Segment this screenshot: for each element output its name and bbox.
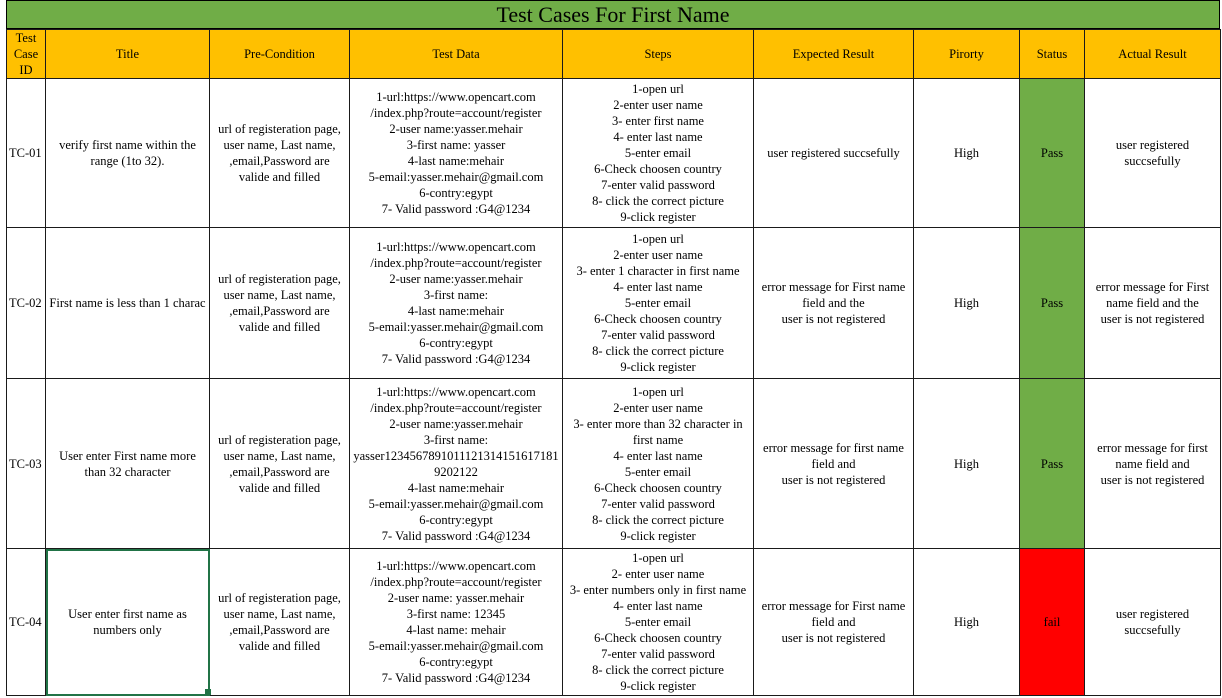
cell-id[interactable]: TC-02 xyxy=(7,228,46,379)
cell-status[interactable]: Pass xyxy=(1020,79,1085,228)
cell-precondition[interactable]: url of registeration page, user name, Last name, ,email,Password are valide and filled xyxy=(210,549,350,696)
cell-test-data[interactable]: 1-url:https://www.opencart.com /index.php?route=account/register 2-user name:yasser.mehair 3-first name: yasser12345678910111213141516171819202122 4-last name:mehair 5-email:yasser.mehair@gmail.com 6-contry:egypt 7- Valid password :G4@1234 xyxy=(350,379,563,549)
selection-fill-handle[interactable] xyxy=(205,689,211,695)
cell-id[interactable]: TC-04 xyxy=(7,549,46,696)
cell-title-selected[interactable]: User enter first name as numbers only xyxy=(46,549,210,696)
cell-priority[interactable]: High xyxy=(914,549,1020,696)
cell-precondition[interactable]: url of registeration page, user name, Last name, ,email,Password are valide and filled xyxy=(210,228,350,379)
cell-actual[interactable]: user registered succsefully xyxy=(1085,79,1221,228)
header-status[interactable]: Status xyxy=(1020,30,1085,79)
cell-actual[interactable]: error message for First name field and the user is not registered xyxy=(1085,228,1221,379)
cell-title[interactable]: User enter First name more than 32 character xyxy=(46,379,210,549)
header-expected-result[interactable]: Expected Result xyxy=(754,30,914,79)
cell-status[interactable]: Pass xyxy=(1020,379,1085,549)
test-cases-table xyxy=(6,29,1221,696)
table-row xyxy=(7,379,1221,549)
cell-steps[interactable]: 1-open url 2-enter user name 3- enter first name 4- enter last name 5-enter email 6-Check choosen country 7-enter valid password 8- click the correct picture 9-click register xyxy=(563,79,754,228)
sheet-title[interactable]: Test Cases For First Name xyxy=(6,0,1220,29)
header-row xyxy=(7,30,1221,79)
cell-id[interactable]: TC-03 xyxy=(7,379,46,549)
cell-steps[interactable]: 1-open url 2- enter user name 3- enter numbers only in first name 4- enter last name 5-enter email 6-Check choosen country 7-enter valid password 8- click the correct picture 9-click register xyxy=(563,549,754,696)
cell-title[interactable]: First name is less than 1 charac xyxy=(46,228,210,379)
cell-title[interactable]: verify first name within the range (1to 32). xyxy=(46,79,210,228)
cell-status[interactable]: fail xyxy=(1020,549,1085,696)
cell-priority[interactable]: High xyxy=(914,79,1020,228)
cell-test-data[interactable]: 1-url:https://www.opencart.com /index.php?route=account/register 2-user name:yasser.mehair 3-first name: 4-last name:mehair 5-email:yasser.mehair@gmail.com 6-contry:egypt 7- Valid password :G4@1234 xyxy=(350,228,563,379)
table-row xyxy=(7,228,1221,379)
cell-priority[interactable]: High xyxy=(914,379,1020,549)
cell-expected[interactable]: error message for First name field and the user is not registered xyxy=(754,228,914,379)
cell-test-data[interactable]: 1-url:https://www.opencart.com /index.php?route=account/register 2-user name: yasser.mehair 3-first name: 12345 4-last name: mehair 5-email:yasser.mehair@gmail.com 6-contry:egypt 7- Valid password :G4@1234 xyxy=(350,549,563,696)
header-pre-condition[interactable]: Pre-Condition xyxy=(210,30,350,79)
cell-actual[interactable]: error message for first name field and user is not registered xyxy=(1085,379,1221,549)
cell-id[interactable]: TC-01 xyxy=(7,79,46,228)
cell-expected[interactable]: error message for First name field and user is not registered xyxy=(754,549,914,696)
cell-status[interactable]: Pass xyxy=(1020,228,1085,379)
header-title[interactable]: Title xyxy=(46,30,210,79)
header-test-data[interactable]: Test Data xyxy=(350,30,563,79)
cell-precondition[interactable]: url of registeration page, user name, Last name, ,email,Password are valide and filled xyxy=(210,79,350,228)
header-priority[interactable]: Pirorty xyxy=(914,30,1020,79)
cell-expected[interactable]: error message for first name field and user is not registered xyxy=(754,379,914,549)
cell-expected[interactable]: user registered succsefully xyxy=(754,79,914,228)
cell-test-data[interactable]: 1-url:https://www.opencart.com /index.php?route=account/register 2-user name:yasser.mehair 3-first name: yasser 4-last name:mehair 5-email:yasser.mehair@gmail.com 6-contry:egypt 7- Valid password :G4@1234 xyxy=(350,79,563,228)
cell-steps[interactable]: 1-open url 2-enter user name 3- enter 1 character in first name 4- enter last name 5-enter email 6-Check choosen country 7-enter valid password 8- click the correct picture 9-click register xyxy=(563,228,754,379)
cell-priority[interactable]: High xyxy=(914,228,1020,379)
header-actual-result[interactable]: Actual Result xyxy=(1085,30,1221,79)
cell-actual[interactable]: user registered succsefully xyxy=(1085,549,1221,696)
header-test-case-id[interactable]: Test Case ID xyxy=(7,30,46,79)
header-steps[interactable]: Steps xyxy=(563,30,754,79)
table-row xyxy=(7,549,1221,696)
cell-steps[interactable]: 1-open url 2-enter user name 3- enter more than 32 character in first name 4- enter last name 5-enter email 6-Check choosen country 7-enter valid password 8- click the correct picture 9-click register xyxy=(563,379,754,549)
table-row xyxy=(7,79,1221,228)
cell-precondition[interactable]: url of registeration page, user name, Last name, ,email,Password are valide and filled xyxy=(210,379,350,549)
